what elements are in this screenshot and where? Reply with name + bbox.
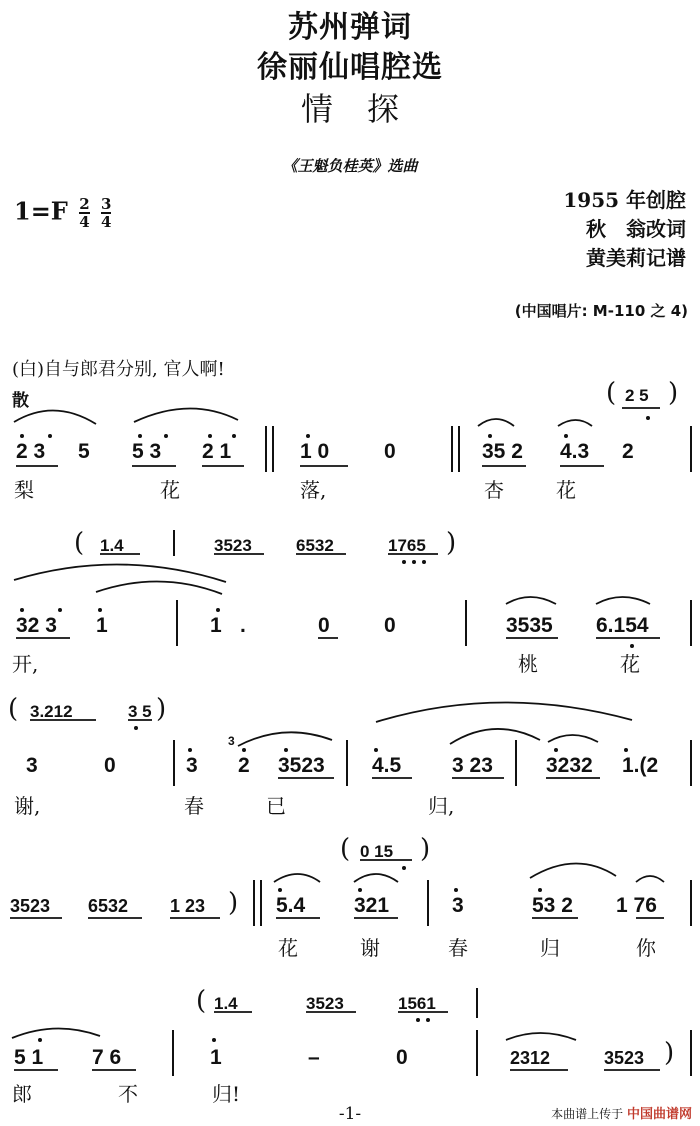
note-group: – [308, 1046, 320, 1069]
slur [596, 597, 650, 604]
intro-close-paren: ) [668, 378, 679, 408]
octave-dots [20, 416, 650, 1042]
piece-source: 《王魁负桂英》选曲 [282, 157, 418, 175]
credit-notation: 黄美莉记谱 [586, 246, 686, 270]
lyric: 杏 [484, 478, 504, 502]
slur [14, 410, 96, 424]
close-paren: ) [228, 888, 239, 918]
intro-open-paren: ( [340, 834, 351, 864]
slur [96, 581, 222, 594]
note-group: 5.4 [276, 894, 306, 917]
upload-text: 本曲谱上传于 [551, 1107, 624, 1121]
lyric: 已 [266, 794, 286, 818]
site-name: 中国曲谱网 [626, 1107, 692, 1122]
record-reference: (中国唱片: M-110 之 4) [514, 302, 688, 320]
lyric: 不 [118, 1082, 138, 1106]
intro-notes: 1561 [398, 994, 436, 1013]
intro-close-paren: ) [156, 694, 167, 724]
note-group: 7 6 [92, 1046, 122, 1069]
intro-notes: 3523 [214, 536, 252, 555]
note-group: 2 [238, 754, 250, 777]
note-group: 0 [318, 614, 330, 637]
note-group: 3 23 [452, 754, 493, 777]
collection-subtitle: 徐丽仙唱腔选 [257, 50, 443, 85]
note-group: 0 [384, 440, 396, 463]
note-group: 3 [26, 754, 38, 777]
note-group: 0 [104, 754, 116, 777]
lyric: 开, [12, 652, 39, 676]
note-group: 35 2 [482, 440, 523, 463]
lyric: 落, [300, 478, 327, 502]
time2-denominator: 4 [101, 213, 112, 231]
note-group: 2 3 [16, 440, 46, 463]
spoken-line: (白)自与郎君分别, 官人啊! [12, 359, 225, 380]
intro-notes: 1765 [388, 536, 426, 555]
note-group: 3232 [546, 754, 593, 777]
note-group: 2 [622, 440, 634, 463]
slur [274, 874, 320, 882]
intro-open-paren: ( [74, 528, 85, 558]
lyric: 花 [620, 652, 640, 676]
intro-notes: 3.212 [30, 702, 73, 721]
lyric: 梨 [14, 478, 34, 502]
intro-open-paren: ( [8, 694, 19, 724]
lyric: 花 [556, 478, 576, 502]
note-group: 0 [396, 1046, 408, 1069]
collection-title: 苏州弹词 [288, 10, 412, 45]
time2-numerator: 3 [101, 195, 112, 213]
note-group: 53 2 [532, 894, 573, 917]
note-group: 3 [186, 754, 198, 777]
piece-title: 情探 [300, 90, 433, 128]
lyric: 归 [540, 936, 560, 960]
note-group: 1 23 [170, 896, 206, 916]
note-group: 321 [354, 894, 390, 917]
note-group: 32 3 [16, 614, 57, 637]
tempo-marking: 散 [12, 391, 29, 411]
note-group: 4.3 [560, 440, 590, 463]
lyric: 桃 [518, 652, 538, 676]
intro-notes: 3523 [306, 994, 344, 1013]
slur [506, 1033, 576, 1040]
note-group: 0 [384, 614, 396, 637]
note-group: 3 [452, 894, 464, 917]
lyric: 谢, [14, 794, 41, 818]
slur [506, 597, 556, 604]
intro-close-paren: ) [420, 834, 431, 864]
note-group: 3523 [278, 754, 325, 777]
lyric: 归! [212, 1082, 241, 1106]
note-group: 5 3 [132, 440, 162, 463]
credit-year: 1955 年创腔 [563, 188, 686, 212]
note-group: 5 [78, 440, 90, 463]
intro-notes: 1.4 [100, 536, 124, 555]
slur [12, 1028, 100, 1038]
intro-notes: 3 5 [128, 702, 152, 721]
note-group: 3523 [604, 1048, 645, 1068]
intro-open-paren: ( [196, 986, 207, 1016]
note-group: 3523 [10, 896, 51, 916]
source-watermark [551, 1103, 692, 1122]
intro-notes: 1.4 [214, 994, 238, 1013]
slur [530, 863, 616, 878]
close-paren: ) [664, 1038, 675, 1068]
note-group: 3535 [506, 614, 553, 637]
lyric: 花 [278, 936, 298, 960]
note-group: . [240, 614, 246, 637]
note-group: 6.154 [596, 614, 649, 637]
lyric: 郎 [12, 1082, 32, 1106]
slur [478, 419, 514, 426]
intro-notes: 2 5 [625, 386, 649, 405]
lyric: 春 [184, 794, 204, 818]
note-group: 1 76 [616, 894, 657, 917]
slur [636, 876, 664, 882]
key-label: 1=F [14, 196, 68, 226]
note-group: 6532 [88, 896, 129, 916]
slur [548, 735, 598, 742]
slur [558, 420, 592, 426]
intro-notes: 6532 [296, 536, 334, 555]
intro-open-paren: ( [606, 378, 617, 408]
note-group: 2 1 [202, 440, 232, 463]
lyric: 归, [428, 794, 455, 818]
note-group: 1 [210, 614, 222, 637]
slur [134, 408, 238, 422]
intro-close-paren: ) [446, 528, 457, 558]
time1-denominator: 4 [79, 213, 90, 231]
slur [354, 874, 398, 882]
lyric: 春 [448, 936, 468, 960]
slur [376, 702, 632, 722]
lyric: 谢 [360, 936, 380, 960]
lyric: 你 [636, 936, 656, 960]
time1-numerator: 2 [79, 195, 90, 213]
grace-note: 3 [228, 734, 235, 748]
note-group: 1.(2 [622, 754, 659, 777]
credit-lyrics: 秋 翁改词 [586, 217, 686, 241]
intro-notes: 0 15 [360, 842, 394, 861]
slur [14, 564, 226, 582]
note-group: 5 1 [14, 1046, 44, 1069]
note-group: 4.5 [372, 754, 402, 777]
page-number: -1- [338, 1104, 362, 1124]
slur [450, 729, 540, 744]
note-group: 1 [96, 614, 108, 637]
lyric: 花 [160, 478, 180, 502]
note-group: 1 0 [300, 440, 330, 463]
note-group: 1 [210, 1046, 222, 1069]
slur [238, 732, 332, 746]
note-group: 2312 [510, 1048, 551, 1068]
